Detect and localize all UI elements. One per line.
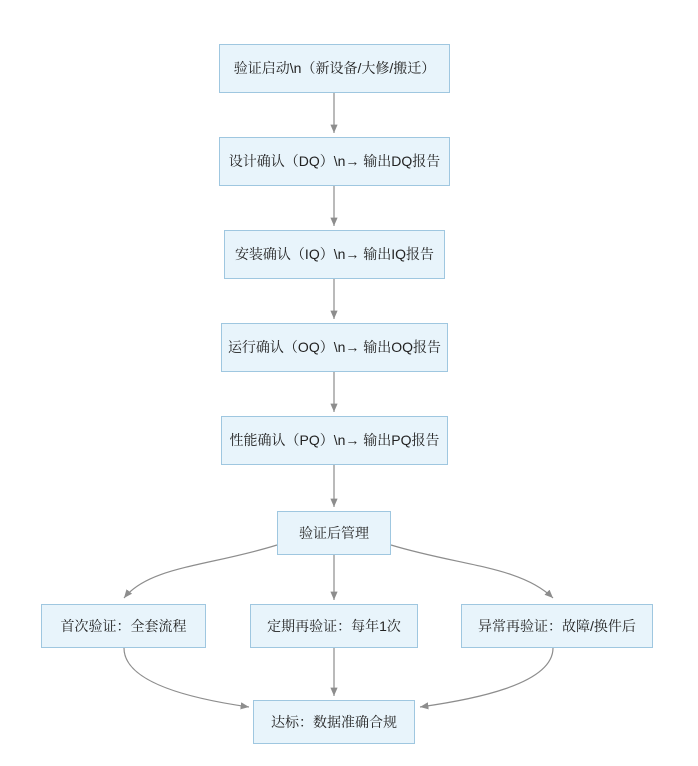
node-label: 异常再验证：故障/换件后	[478, 617, 636, 634]
node-label: 验证启动\n（新设备/大修/搬迁）	[233, 60, 436, 77]
node-label: 运行确认（OQ）\n→ 输出OQ报告	[227, 339, 442, 356]
node-periodic-revalidation[interactable]	[250, 604, 418, 648]
node-pq[interactable]	[221, 416, 448, 465]
node-first-validation[interactable]	[41, 604, 206, 648]
edge-post-abnormal	[391, 545, 553, 598]
node-abnormal-revalidation[interactable]	[461, 604, 653, 648]
node-label: 达标：数据准确合规	[271, 713, 397, 730]
node-oq[interactable]	[221, 323, 448, 372]
node-label: 定期再验证：每年1次	[267, 617, 401, 634]
edge-abnormal-pass	[420, 648, 553, 707]
node-label: 验证后管理	[299, 524, 369, 541]
edge-post-first	[124, 545, 277, 598]
node-start[interactable]	[219, 44, 450, 93]
node-label: 设计确认（DQ）\n→ 输出DQ报告	[228, 153, 441, 170]
node-label: 性能确认（PQ）\n→ 输出PQ报告	[229, 432, 440, 449]
node-pass-criteria[interactable]	[253, 700, 415, 744]
node-iq[interactable]	[224, 230, 445, 279]
node-dq[interactable]	[219, 137, 450, 186]
node-label: 安装确认（IQ）\n→ 输出IQ报告	[234, 246, 435, 263]
node-label: 首次验证：全套流程	[60, 617, 187, 634]
edge-first-pass	[124, 648, 249, 707]
node-post-validation-management[interactable]	[277, 511, 391, 555]
